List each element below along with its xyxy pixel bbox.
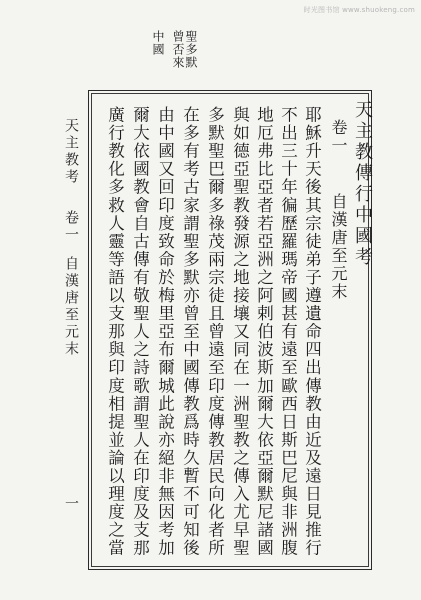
watermark: 时光图书馆 www.shuokeng.com xyxy=(303,6,415,14)
margin-volume: 卷一 xyxy=(63,210,79,244)
margin-section: 自漢唐至元末 xyxy=(63,256,79,358)
chapter-heading: 自漢唐至元末 xyxy=(329,193,348,301)
margin-title: 天主教考 xyxy=(63,118,79,186)
library-note-line-1: 聖多默 xyxy=(184,30,198,69)
body-line-9: 廣行教化多救人靈等語以支那與印度相提並論以理度之當 xyxy=(105,106,125,558)
body-line-3: 地厄弗比亞者若亞洲之阿剌伯波斯加爾大依亞爾默尼諸國 xyxy=(254,106,274,558)
body-line-4: 與如德亞聖教發源之地接壤又同在一洲聖教之傳入尤早聖 xyxy=(230,106,250,558)
body-line-2: 不出三十年徧歷羅瑪帝國甚有遠至歐西日斯巴尼與非洲腹 xyxy=(278,106,298,558)
book-title: 天主教傳行中國考 xyxy=(352,100,373,268)
body-line-6: 在多有考古家謂聖多默亦曾至中國傳教爲時久暫不可知後 xyxy=(180,106,200,558)
chapter-volume: 卷一 xyxy=(329,119,348,155)
body-line-8: 爾大依國教會自古傳有敬聖人之詩歌謂聖人在印度及支那 xyxy=(130,106,150,558)
body-line-1: 耶穌升天後其宗徒弟子遵遺命四出傳教由近及遠日見推行 xyxy=(302,106,322,558)
library-note-line-2: 曾否來 xyxy=(171,30,185,69)
library-note-line-3: 中國 xyxy=(151,30,165,56)
body-line-7: 由中國又回印度致命於梅里亞布爾城此說亦絕非無因考加 xyxy=(155,106,175,558)
body-line-5: 多默聖巴爾多祿茂兩宗徒且曾遠至印度傳教居民向化者所 xyxy=(205,106,225,558)
page-number: 一 xyxy=(63,496,79,513)
